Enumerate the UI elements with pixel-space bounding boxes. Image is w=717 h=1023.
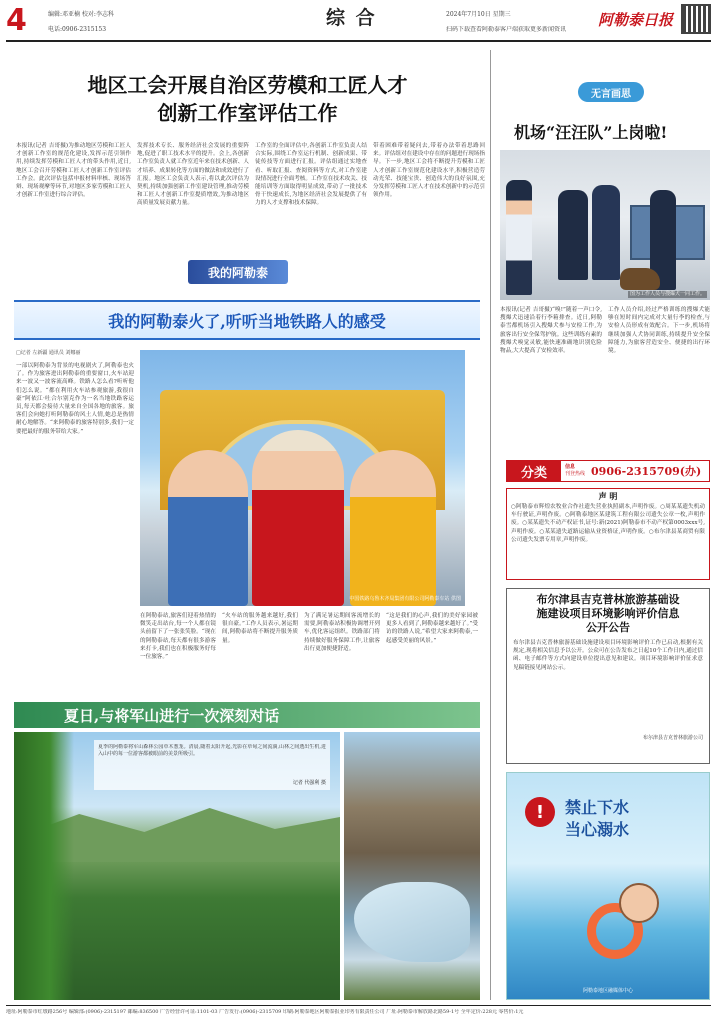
- masthead-rule: [6, 40, 711, 42]
- airport-col-1: 本报讯(记者 吉哥摄)“嗅!”随着一声口令,搜爆犬迅速沿着行李箱排查。近日,阿勒泰雪都机场引入搜爆犬参与安检工作,为旅客出行安全保驾护航。这些训练有素的搜爆犬嗅觉灵敏,能快速准确地识别危险物品,大大提高了安检效率。: [500, 307, 602, 355]
- psa-credit: 阿勒泰地区融媒体中心: [582, 988, 633, 994]
- drowning-child-icon: [619, 883, 659, 923]
- warning-icon: !: [525, 797, 555, 827]
- qr-code-icon: [681, 4, 711, 34]
- feature-col-3: “火车站的服务越来越好,我们很自豪。”工作人员表示,暑运期间,阿勒泰站将不断提升服务质量。: [222, 613, 298, 644]
- lead-col-2: 发挥技术专长、服务经济社会发展的重要阵地,促进了职工技术水平的提升。会上,各创新工作室负责人就工作室近年来在技术创新、人才培养、成果转化等方面的做法和成效进行了汇报。地区工会负责人表示,将以此次评估为契机,持续加强创新工作室建设管理,推动劳模和工匠人才创新工作室提质增效,为推动地区高质量发展贡献力量。: [137, 143, 249, 207]
- paper-name: 阿勒泰日报: [598, 11, 674, 29]
- date-line: 2024年7月10日 星期三: [446, 11, 511, 18]
- public-notice-body: 布尔津县吉克普林旅游基础设施建设项目环境影响评价工作已启动,根据有关规定,现将相关信息予以公开。公众可在公告发布之日起10个工作日内,通过信函、电子邮件等方式向建设单位提出意见和建议。项目环境影响评价征求意见稿链接见网站公示。: [513, 640, 703, 671]
- lead-title-1: 地区工会开展自治区劳模和工匠人才: [87, 72, 408, 97]
- public-notice-box: [506, 588, 710, 764]
- editor-line: 编辑:邓亚楠 校对:李志科: [48, 11, 114, 18]
- dog-icon: [620, 268, 660, 290]
- lead-title-2: 创新工作室评估工作: [157, 100, 338, 125]
- photo-caption: 中国铁路乌鲁木齐局集团有限公司阿勒泰车站 供图: [349, 596, 461, 602]
- feature-banner: 我的阿勒泰: [188, 260, 288, 284]
- classified-label-box: 分类: [507, 461, 561, 481]
- scan-tip: 扫码下载查看阿勒泰客户端获取更多新闻资讯: [446, 26, 567, 33]
- lead-col-4: 带着困难带着疑问去,带着办法带着思路回来。评估组对在建设中存在的问题进行现场指导。下一步,地区工会将不断提升劳模和工匠人才创新工作室规范化建设水平,积极营造劳动光荣、技能宝贵、创造伟大的良好氛围,充分发挥劳模和工匠人才在技术创新中的示范引领作用。: [373, 143, 485, 199]
- airport-tag: 无言画思: [578, 82, 644, 102]
- classified-header: [506, 460, 710, 482]
- notice-list: ○阿勒泰市辉煌农牧业合作社遗失营业执照副本,声明作废。○周某某遗失机动车行驶证,声明作废。○阿勒泰地区某建筑工程有限公司遗失公章一枚,声明作废。○某某遗失不动产权证书,证号:新(2021)阿勒泰市不动产权第0003xxx号,声明作废。○某某遗失道路运输从业资格证,声明作废。○布尔津县某商贸有限公司遗失发票专用章,声明作废。: [511, 504, 705, 543]
- footer-rule: [6, 1005, 711, 1006]
- page-number: 4: [6, 3, 27, 38]
- lead-col-1: 本报讯(记者 吉哥摄)为推动地区劳模和工匠人才创新工作室的规范化建设,发挥示范引领作用,持续发挥劳模和工匠人才的带头作用,近日,地区工会召开劳模和工匠人才创新工作室评估工作会。此次评估包括申报材料审核、现场答辩、现场观摩等环节,对地区多家劳模和工匠人才创新工作室进行综合评估。: [16, 143, 131, 199]
- airport-col-2: 工作人员介绍,经过严格训练的搜爆犬能够在短时间内完成对大量行李的检查,与安检人员形成有效配合。下一步,机场将继续加强人犬协同训练,持续提升安全保障能力,为旅客营造安全、便捷的出行环境。: [608, 307, 710, 355]
- officer-group-2: [592, 185, 620, 280]
- railway-staff-photo: [140, 350, 465, 606]
- column-rule: [490, 50, 491, 1000]
- summer-title-bar: 夏日,与将军山进行一次深刻对话: [14, 702, 480, 728]
- summer-poem: 夏季的阿勒泰将军山森林公园草木葱茏。清晨,随着太阳升起,光影在草甸之间流淌,山林之间透出生机,进入山中的每一位游客都被眼前的美景所吸引。: [98, 744, 326, 757]
- person-center: [252, 430, 344, 606]
- poem-box: [94, 740, 330, 790]
- section-title: 综 合: [326, 7, 377, 29]
- airport-photo: [500, 150, 710, 300]
- officer-group: [558, 190, 588, 280]
- public-notice-title-3: 公开公告: [586, 621, 630, 634]
- person-left: [168, 450, 248, 606]
- officer-left: [506, 180, 532, 295]
- airport-title: 机场“汪汪队”上岗啦!: [514, 123, 668, 142]
- public-notice-title-2: 施建设项目环境影响评价信息: [536, 607, 680, 620]
- person-right: [350, 450, 436, 606]
- public-notice-sign: 布尔津县吉克普林旅游公司: [642, 735, 703, 741]
- footer-info: 地址:阿勒泰市红墩路256号 编辑部:(0906)-2315197 邮编:836500 广告经营许可证:1101-03 广告发行:(0906)-2315709 印刷:阿勒泰地区阿勒泰报业印务有限责任公司 厂址:阿勒泰市解放路北路59-1号 全年定价:228元 零售价:1元: [6, 1009, 524, 1015]
- mountain-photo-right: [344, 732, 480, 1000]
- public-notice-title-1: 布尔津县吉克普林旅游基础设: [536, 593, 680, 606]
- feature-byline: □记者 左新疆 通讯员 刘娜丽: [16, 350, 81, 356]
- feature-col-4: 为了满足暑运期间客流增长的需要,阿勒泰站积极协调增开列车,优化客运组织。铁路部门将持续做好服务保障工作,让旅客出行更加便捷舒适。: [304, 613, 380, 652]
- notice-title: 声 明: [598, 491, 618, 501]
- airport-photo-caption: 图为工作人员与搜爆犬一同工作。: [629, 291, 705, 297]
- psa-line-1: 禁止下水: [565, 798, 630, 817]
- summer-byline: 记者 代强利 摄: [292, 780, 326, 786]
- feature-title: 我的阿勒泰火了,听听当地铁路人的感受: [14, 300, 480, 340]
- lead-col-3: 工作室的全面评估中,各创新工作室负责人结合实际,围绕工作室运行机制、创新成果、带徒传技等方面进行汇报。评估组通过实地查看、听取汇报、查阅资料等方式,对工作室建设情况进行全面考核。工作室在技术攻关、技能培训等方面取得明显成效,带动了一批技术骨干快速成长,为地区经济社会发展提供了有力的人才支撑和技术保障。: [255, 143, 367, 207]
- river: [354, 882, 470, 962]
- classified-phone: 0906-2315709(办): [591, 465, 702, 478]
- phone-line: 电话:0906-2315153: [48, 26, 107, 33]
- masthead: [6, 4, 711, 40]
- tree-branch: [14, 732, 74, 1000]
- classified-sub: 信息 刊登热线: [565, 464, 586, 477]
- feature-col-5: “这是我们的心声,我们的美好家园被更多人看到了,阿勒泰越来越好了。”受访的铁路人说,“希望大家来阿勒泰,一起感受美丽的风景。”: [386, 613, 478, 644]
- psa-poster: [506, 772, 710, 1000]
- feature-col-1: 一部以阿勒泰为背景的电视剧火了,阿勒泰也火了。作为旅客进出阿勒泰的重要窗口,火车站迎来一波又一波客流高峰。铁路人怎么看?听听他们怎么说。“都在利用火车站参观旅游,我很自豪”阿依江·吐合尔别克作为一名当地铁路客运员,每天都会接待大量来自全国各地的旅客。旅客们会向她打听阿勒泰的风土人情,她总是热情耐心地解答。“来阿勒泰的旅客特别多,我们一定要把最好的服务带给大家。”: [16, 363, 134, 435]
- notice-box: [506, 488, 710, 580]
- mountain-photo-left: [14, 732, 340, 1000]
- psa-line-2: 当心溺水: [565, 820, 630, 839]
- feature-col-2: 在阿勒泰站,旅客们迎着热情的微笑走出站台,每一个人都在镜头前留下了一张张笑脸。“现在的阿勒泰站,每天都有很多游客来打卡,我们也在积极服务好每一位旅客。”: [140, 613, 216, 661]
